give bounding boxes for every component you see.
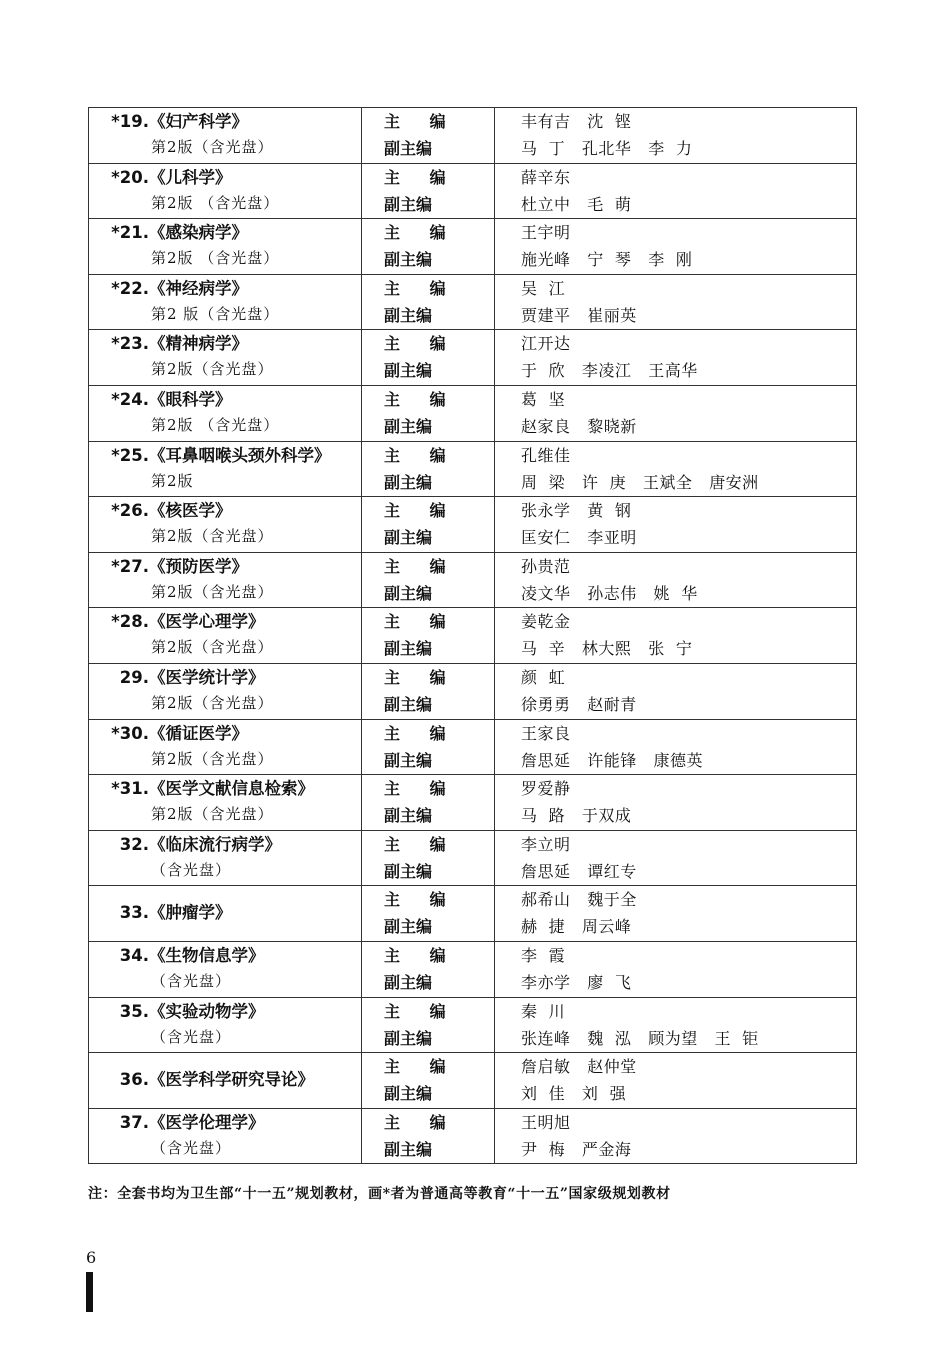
book-title: 《医学心理学》	[149, 612, 265, 632]
book-title-cell	[89, 330, 362, 386]
role-cell	[362, 219, 495, 275]
role-deputy-editor: 副主编	[384, 194, 433, 214]
table-row	[89, 219, 857, 275]
chief-editor-names: 郝希山 魏于全	[521, 890, 637, 910]
book-title-line	[89, 164, 361, 191]
table-row	[89, 108, 857, 164]
table-row	[89, 663, 857, 719]
chief-editor-names: 王宇明	[521, 223, 571, 243]
table-row	[89, 941, 857, 997]
book-edition: 第2版（含光盘）	[151, 582, 274, 601]
book-number: *21.	[111, 223, 149, 243]
table-row	[89, 1053, 857, 1109]
deputy-editor-names: 徐勇勇 赵耐青	[521, 694, 637, 714]
editors-cell	[495, 1053, 857, 1109]
editors-cell	[495, 163, 857, 219]
book-title: 《感染病学》	[149, 223, 248, 243]
chief-editor-names: 颜 虹	[521, 667, 566, 687]
editors-cell	[495, 886, 857, 942]
book-title: 《核医学》	[149, 501, 232, 521]
role-cell	[362, 385, 495, 441]
editors-cell	[495, 552, 857, 608]
book-title: 《医学伦理学》	[149, 1112, 265, 1132]
book-number: 37.	[119, 1112, 149, 1132]
role-chief-editor: 主 编	[384, 501, 458, 521]
book-title-cell	[89, 719, 362, 775]
book-edition: （含光盘）	[151, 971, 232, 990]
chief-editor-names: 王明旭	[521, 1112, 571, 1132]
book-title-line	[89, 664, 361, 691]
deputy-editor-names: 李亦学 廖 飞	[521, 972, 632, 992]
editors-cell	[495, 663, 857, 719]
book-title-cell	[89, 830, 362, 886]
chief-editor-names: 王家良	[521, 723, 571, 743]
role-deputy-editor: 副主编	[384, 416, 433, 436]
editors-cell	[495, 108, 857, 164]
table-row	[89, 608, 857, 664]
book-title-line	[89, 942, 361, 969]
editors-cell	[495, 219, 857, 275]
book-edition: 第2 版（含光盘）	[151, 304, 280, 323]
book-title-line	[89, 720, 361, 747]
role-deputy-editor: 副主编	[384, 1084, 433, 1104]
role-chief-editor: 主 编	[384, 1057, 458, 1077]
role-cell	[362, 330, 495, 386]
book-title: 《生物信息学》	[149, 945, 265, 965]
role-cell	[362, 163, 495, 219]
deputy-editor-names: 匡安仁 李亚明	[521, 528, 637, 548]
deputy-editor-names: 张连峰 魏 泓 顾为望 王 钜	[521, 1028, 759, 1048]
deputy-editor-names: 凌文华 孙志伟 姚 华	[521, 583, 698, 603]
editors-cell	[495, 441, 857, 497]
page-edge-mark	[86, 1272, 93, 1312]
book-title: 《医学统计学》	[149, 667, 265, 687]
book-edition: （含光盘）	[151, 1027, 232, 1046]
book-title-cell	[89, 163, 362, 219]
book-title-line	[89, 497, 361, 524]
chief-editor-names: 李立明	[521, 834, 571, 854]
role-chief-editor: 主 编	[384, 667, 458, 687]
book-edition: 第2版（含光盘）	[151, 693, 274, 712]
book-number: *31.	[111, 779, 149, 799]
book-title-line	[89, 219, 361, 246]
table-row	[89, 886, 857, 942]
book-title: 《精神病学》	[149, 334, 248, 354]
role-cell	[362, 1108, 495, 1164]
role-chief-editor: 主 编	[384, 779, 458, 799]
role-chief-editor: 主 编	[384, 1001, 458, 1021]
role-cell	[362, 663, 495, 719]
book-title-cell	[89, 941, 362, 997]
editors-cell	[495, 830, 857, 886]
deputy-editor-names: 马 丁 孔北华 李 力	[521, 139, 693, 158]
book-title: 《妇产科学》	[149, 112, 248, 131]
book-title-line	[89, 1053, 361, 1106]
book-title-line	[89, 608, 361, 635]
book-title-cell	[89, 552, 362, 608]
chief-editor-names: 孙贵范	[521, 556, 571, 576]
book-edition: （含光盘）	[151, 1138, 232, 1157]
editors-cell	[495, 719, 857, 775]
chief-editor-names: 葛 坚	[521, 389, 566, 409]
role-chief-editor: 主 编	[384, 834, 458, 854]
deputy-editor-names: 于 欣 李凌江 王高华	[521, 361, 698, 381]
role-deputy-editor: 副主编	[384, 305, 433, 325]
book-title-line	[89, 886, 361, 939]
table-row	[89, 830, 857, 886]
editors-cell	[495, 997, 857, 1053]
book-title: 《耳鼻咽喉头颈外科学》	[149, 445, 331, 465]
table-row	[89, 385, 857, 441]
deputy-editor-names: 詹思延 许能锋 康德英	[521, 750, 704, 770]
book-number: *30.	[111, 723, 149, 743]
book-title-line	[89, 831, 361, 858]
book-title: 《眼科学》	[149, 389, 232, 409]
role-deputy-editor: 副主编	[384, 972, 433, 992]
role-cell	[362, 775, 495, 831]
book-title-line	[89, 775, 361, 802]
chief-editor-names: 詹启敏 赵仲堂	[521, 1057, 637, 1077]
book-title-cell	[89, 775, 362, 831]
book-title-line	[89, 330, 361, 357]
book-title-line	[89, 998, 361, 1025]
role-cell	[362, 830, 495, 886]
editors-cell	[495, 274, 857, 330]
role-deputy-editor: 副主编	[384, 639, 433, 659]
deputy-editor-names: 马 路 于双成	[521, 806, 632, 826]
role-deputy-editor: 副主编	[384, 1028, 433, 1048]
book-title-cell	[89, 108, 362, 164]
book-title: 《医学科学研究导论》	[149, 1070, 314, 1090]
editors-cell	[495, 385, 857, 441]
book-number: 33.	[119, 903, 149, 923]
role-cell	[362, 719, 495, 775]
role-deputy-editor: 副主编	[384, 750, 433, 770]
editors-cell	[495, 497, 857, 553]
book-title-cell	[89, 1053, 362, 1109]
book-edition: 第2版（含光盘）	[151, 527, 274, 546]
deputy-editor-names: 施光峰 宁 琴 李 刚	[521, 250, 693, 270]
deputy-editor-names: 赵家良 黎晓新	[521, 416, 637, 436]
book-number: 32.	[119, 834, 149, 854]
book-title-cell	[89, 441, 362, 497]
deputy-editor-names: 贾建平 崔丽英	[521, 305, 637, 325]
role-cell	[362, 497, 495, 553]
role-deputy-editor: 副主编	[384, 694, 433, 714]
footnote: 注：全套书均为卫生部“十一五”规划教材，画*者为普通高等教育“十一五”国家级规划教材	[88, 1186, 671, 1202]
table-row	[89, 163, 857, 219]
chief-editor-names: 李 霞	[521, 945, 566, 965]
book-title-cell	[89, 997, 362, 1053]
book-edition: 第2版 （含光盘）	[151, 249, 280, 268]
book-number: *24.	[111, 389, 149, 409]
textbook-list-table	[88, 107, 857, 1164]
role-chief-editor: 主 编	[384, 945, 458, 965]
book-number: *25.	[111, 445, 149, 465]
book-number: 36.	[119, 1070, 149, 1090]
book-title: 《医学文献信息检索》	[149, 779, 314, 799]
book-edition: 第2版（含光盘）	[151, 360, 274, 379]
role-chief-editor: 主 编	[384, 890, 458, 910]
book-title-line	[89, 108, 361, 135]
role-chief-editor: 主 编	[384, 223, 458, 243]
book-edition: 第2版（含光盘）	[151, 749, 274, 768]
book-title: 《肿瘤学》	[149, 903, 232, 923]
deputy-editor-names: 刘 佳 刘 强	[521, 1084, 627, 1104]
role-deputy-editor: 副主编	[384, 528, 433, 548]
book-number: 29.	[119, 667, 149, 687]
table-row	[89, 441, 857, 497]
role-chief-editor: 主 编	[384, 334, 458, 354]
role-cell	[362, 552, 495, 608]
chief-editor-names: 江开达	[521, 334, 571, 354]
chief-editor-names: 薛辛东	[521, 167, 571, 187]
table-row	[89, 719, 857, 775]
role-deputy-editor: 副主编	[384, 917, 433, 937]
book-number: *20.	[111, 167, 149, 187]
editors-cell	[495, 330, 857, 386]
book-title-cell	[89, 663, 362, 719]
role-deputy-editor: 副主编	[384, 250, 433, 270]
deputy-editor-names: 杜立中 毛 萌	[521, 194, 632, 214]
role-cell	[362, 1053, 495, 1109]
table-row	[89, 274, 857, 330]
table-body	[89, 108, 857, 1164]
deputy-editor-names: 周 梁 许 庚 王斌全 唐安洲	[521, 472, 759, 492]
book-title-line	[89, 275, 361, 302]
book-number: 34.	[119, 945, 149, 965]
role-cell	[362, 941, 495, 997]
deputy-editor-names: 马 辛 林大熙 张 宁	[521, 639, 693, 659]
role-chief-editor: 主 编	[384, 112, 458, 131]
deputy-editor-names: 尹 梅 严金海	[521, 1139, 632, 1159]
role-deputy-editor: 副主编	[384, 139, 433, 158]
chief-editor-names: 罗爱静	[521, 779, 571, 799]
book-title-cell	[89, 886, 362, 942]
role-chief-editor: 主 编	[384, 556, 458, 576]
editors-cell	[495, 608, 857, 664]
table-row	[89, 497, 857, 553]
book-title: 《儿科学》	[149, 167, 232, 187]
role-chief-editor: 主 编	[384, 612, 458, 632]
book-title-cell	[89, 385, 362, 441]
chief-editor-names: 张永学 黄 钢	[521, 501, 632, 521]
book-number: *27.	[111, 556, 149, 576]
deputy-editor-names: 詹思延 谭红专	[521, 861, 637, 881]
book-title-line	[89, 1109, 361, 1136]
role-cell	[362, 997, 495, 1053]
role-deputy-editor: 副主编	[384, 472, 433, 492]
book-edition: 第2版 （含光盘）	[151, 193, 280, 212]
book-title-cell	[89, 219, 362, 275]
book-title: 《神经病学》	[149, 278, 248, 298]
role-deputy-editor: 副主编	[384, 1139, 433, 1159]
chief-editor-names: 丰有吉 沈 铿	[521, 112, 632, 131]
role-cell	[362, 886, 495, 942]
role-chief-editor: 主 编	[384, 167, 458, 187]
book-number: *19.	[111, 112, 149, 131]
chief-editor-names: 吴 江	[521, 278, 566, 298]
book-title: 《循证医学》	[149, 723, 248, 743]
book-number: 35.	[119, 1001, 149, 1021]
role-chief-editor: 主 编	[384, 1112, 458, 1132]
book-title-cell	[89, 608, 362, 664]
chief-editor-names: 秦 川	[521, 1001, 566, 1021]
book-title-line	[89, 442, 361, 469]
role-deputy-editor: 副主编	[384, 361, 433, 381]
book-edition: 第2版（含光盘）	[151, 138, 274, 156]
page-number: 6	[86, 1248, 97, 1267]
book-title: 《预防医学》	[149, 556, 248, 576]
book-number: *22.	[111, 278, 149, 298]
book-number: *26.	[111, 501, 149, 521]
book-edition: 第2版 （含光盘）	[151, 415, 280, 434]
role-chief-editor: 主 编	[384, 723, 458, 743]
role-cell	[362, 608, 495, 664]
table-row	[89, 775, 857, 831]
chief-editor-names: 姜乾金	[521, 612, 571, 632]
table-row	[89, 997, 857, 1053]
table-row	[89, 1108, 857, 1164]
book-number: *23.	[111, 334, 149, 354]
role-cell	[362, 108, 495, 164]
chief-editor-names: 孔维佳	[521, 445, 571, 465]
role-deputy-editor: 副主编	[384, 861, 433, 881]
editors-cell	[495, 941, 857, 997]
book-title-line	[89, 553, 361, 580]
book-title-cell	[89, 274, 362, 330]
role-chief-editor: 主 编	[384, 445, 458, 465]
role-deputy-editor: 副主编	[384, 806, 433, 826]
book-title-cell	[89, 1108, 362, 1164]
deputy-editor-names: 赫 捷 周云峰	[521, 917, 632, 937]
editors-cell	[495, 775, 857, 831]
role-chief-editor: 主 编	[384, 389, 458, 409]
book-title: 《临床流行病学》	[149, 834, 281, 854]
role-chief-editor: 主 编	[384, 278, 458, 298]
book-edition: 第2版（含光盘）	[151, 638, 274, 657]
editors-cell	[495, 1108, 857, 1164]
role-cell	[362, 441, 495, 497]
book-title-line	[89, 386, 361, 413]
role-cell	[362, 274, 495, 330]
book-edition: 第2版	[151, 471, 194, 490]
table-row	[89, 552, 857, 608]
book-number: *28.	[111, 612, 149, 632]
book-edition: （含光盘）	[151, 860, 232, 879]
role-deputy-editor: 副主编	[384, 583, 433, 603]
book-edition: 第2版（含光盘）	[151, 805, 274, 824]
book-title-cell	[89, 497, 362, 553]
book-title: 《实验动物学》	[149, 1001, 265, 1021]
table-row	[89, 330, 857, 386]
